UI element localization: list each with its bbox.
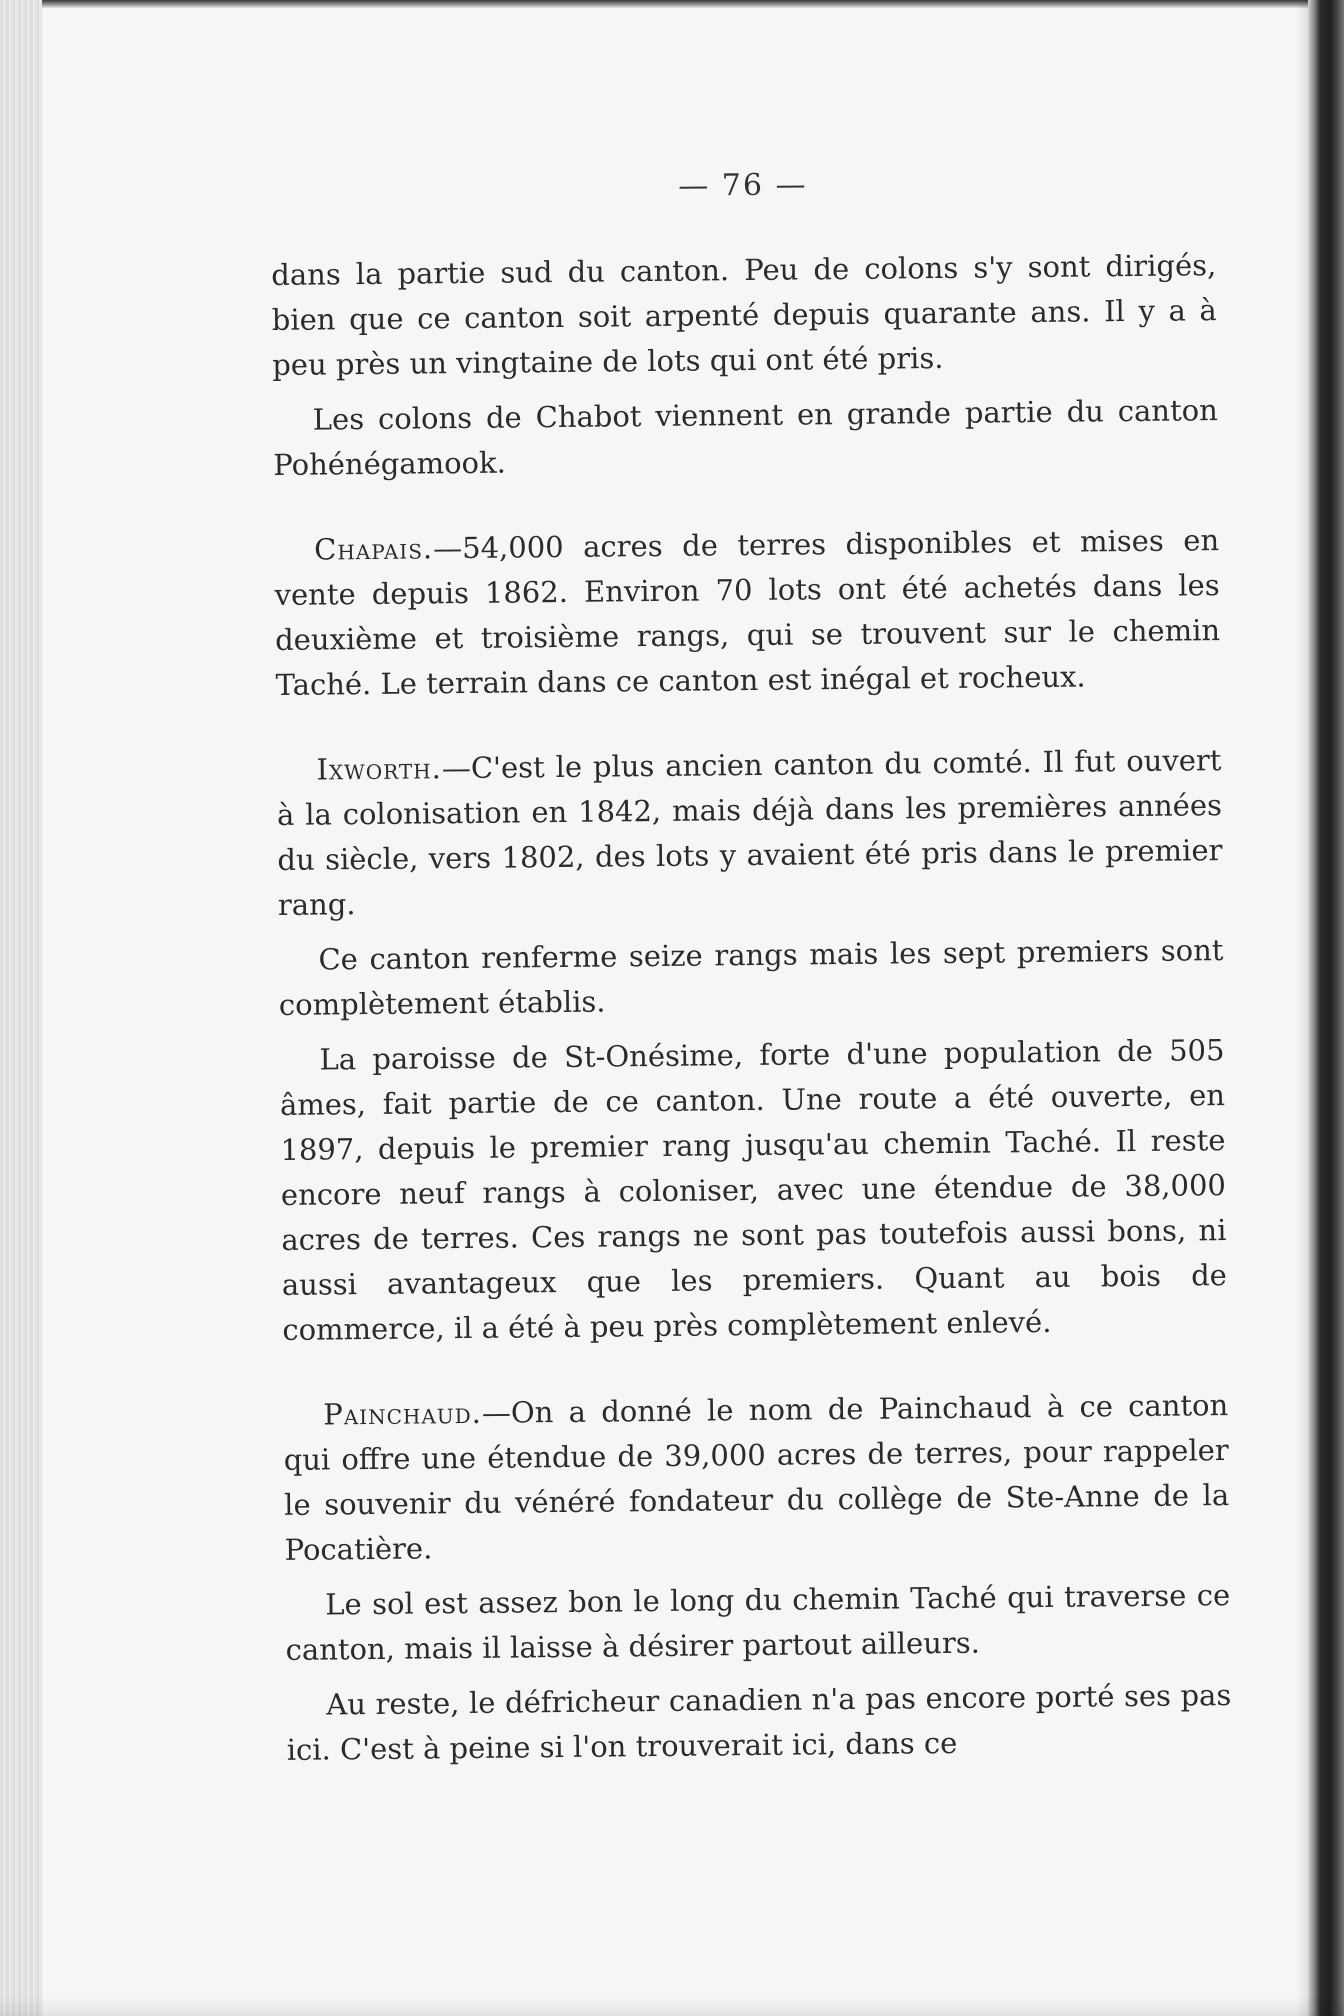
- paragraph-defricheur: [286, 1673, 1232, 1773]
- canton-heading-chapais: Chapais.: [314, 531, 434, 567]
- paragraph-text: dans la partie sud du canton. Peu de colons s'y sont dirigés, bien que ce canton soit arpenté depuis quarante ans. Il y a à peu près un vingtaine de lots qui ont été pris.: [271, 248, 1217, 382]
- page-edges-left: [0, 0, 42, 2016]
- paragraph-continuation: [271, 243, 1217, 388]
- paragraph-painchaud: [283, 1383, 1230, 1573]
- scan-top-edge: [0, 0, 1344, 8]
- book-binding-edge: [1308, 0, 1344, 2016]
- paragraph-sol: [285, 1573, 1231, 1673]
- paragraph-text: Au reste, le défricheur canadien n'a pas encore porté ses pas ici. C'est à peine si l'on trouverait ici, dans ce: [286, 1678, 1232, 1767]
- paragraph-chabot-colons: [273, 388, 1219, 488]
- paragraph-ixworth-rangs: [278, 928, 1224, 1028]
- paragraph-text: Les colons de Chabot viennent en grande partie du canton Pohénégamook.: [273, 393, 1218, 482]
- paragraph-text: Ce canton renferme seize rangs mais les sept premiers sont complètement établis.: [278, 933, 1224, 1022]
- paragraph-text: La paroisse de St-Onésime, forte d'une population de 505 âmes, fait partie de ce canton. Une route a été ouverte, en 1897, depuis le premier rang jusqu'au chemin Taché. Il reste encore neuf rangs à coloniser, avec une étendue de 38,000 acres de terres. Ces rangs ne sont pas toutefois aussi bons, ni aussi avantageux que les premiers. Quant au bois de commerce, il a été à peu près complètement enlevé.: [279, 1033, 1228, 1347]
- paragraph-st-onesime: [279, 1028, 1227, 1353]
- paragraph-text: —On a donné le nom de Painchaud à ce canton qui offre une étendue de 39,000 acres de terres, pour rappeler le souvenir du vénéré fondateur du collège de Ste-Anne de la Pocatière.: [283, 1388, 1230, 1567]
- paragraph-text: —54,000 acres de terres disponibles et mises en vente depuis 1862. Environ 70 lots ont été achetés dans les deuxième et troisième rangs, qui se trouvent sur le chemin Taché. Le terrain dans ce canton est inégal et rocheux.: [274, 523, 1221, 702]
- paragraph-ixworth: [276, 738, 1223, 928]
- page-body: [270, 140, 1232, 1783]
- page-number: — 76 —: [678, 167, 808, 204]
- scan-bottom-shadow: [0, 1996, 1344, 2016]
- canton-heading-ixworth: Ixworth.: [316, 751, 443, 787]
- canton-heading-painchaud: Painchaud.: [323, 1395, 483, 1432]
- paragraph-text: —C'est le plus ancien canton du comté. Il fut ouvert à la colonisation en 1842, mais déjà dans les premières années du siècle, vers 1802, des lots y avaient été pris dans le premier rang.: [276, 743, 1223, 922]
- paragraph-chapais: [274, 518, 1221, 708]
- paragraph-text: Le sol est assez bon le long du chemin Taché qui traverse ce canton, mais il laisse à désirer partout ailleurs.: [285, 1578, 1231, 1667]
